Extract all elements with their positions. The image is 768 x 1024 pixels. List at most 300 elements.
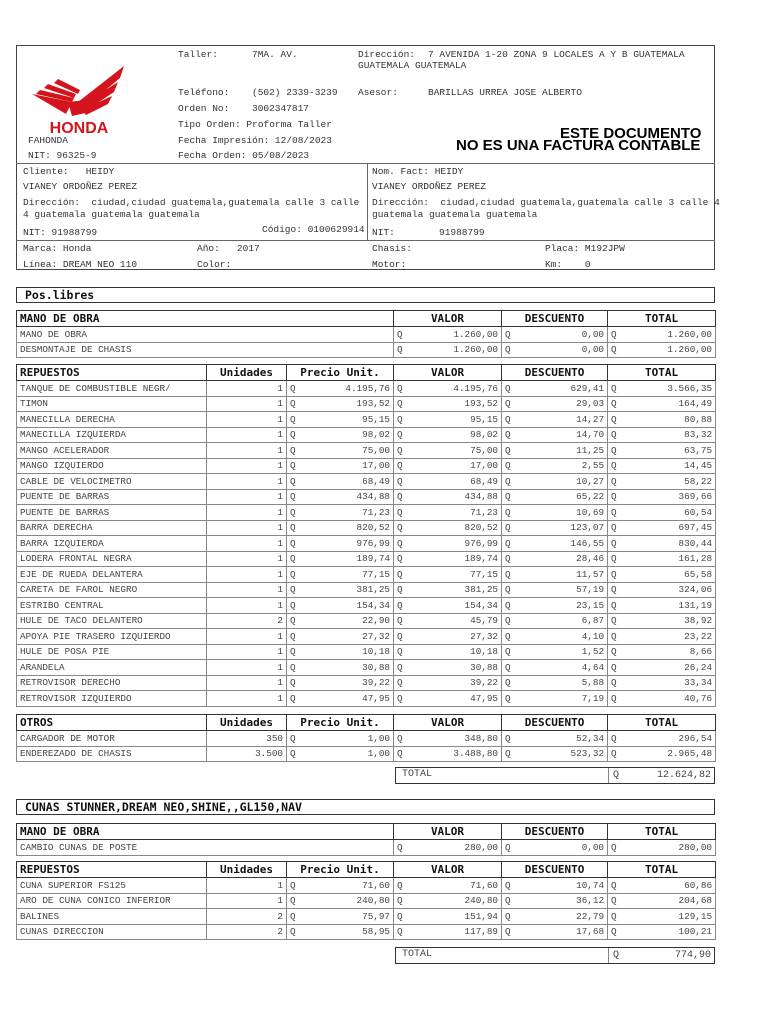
table-row [17, 644, 716, 660]
currency-symbol: Q [394, 520, 406, 536]
item-discount: 146,55 [514, 536, 608, 552]
item-value: 98,02 [406, 427, 502, 443]
currency-symbol: Q [394, 691, 406, 707]
currency-symbol: Q [608, 458, 620, 474]
item-value: 381,25 [406, 582, 502, 598]
item-description: MANECILLA IZQUIERDA [17, 427, 207, 443]
item-description: BARRA IZQUIERDA [17, 536, 207, 552]
currency-symbol: Q [287, 660, 299, 676]
item-unit-price: 71,60 [299, 878, 394, 894]
item-discount: 5,88 [514, 675, 608, 691]
item-units: 1 [207, 443, 287, 459]
workshop-value: 7MA. AV. [252, 49, 298, 60]
table-header-row [17, 862, 716, 878]
advisor-label: Asesor: [358, 87, 398, 98]
currency-symbol: Q [608, 598, 620, 614]
item-description: PUENTE DE BARRAS [17, 489, 207, 505]
item-discount: 65,22 [514, 489, 608, 505]
item-unit-price: 434,88 [299, 489, 394, 505]
currency-symbol: Q [502, 582, 514, 598]
item-units: 1 [207, 505, 287, 521]
column-header-description: REPUESTOS [17, 365, 207, 381]
item-units: 1 [207, 381, 287, 397]
item-unit-price: 58,95 [299, 924, 394, 940]
vehicle-brand: Marca: Honda [23, 243, 92, 254]
currency-symbol: Q [502, 840, 514, 856]
vehicle-plate: Placa: M192JPW [545, 243, 625, 254]
item-discount: 36,12 [514, 893, 608, 909]
item-value: 434,88 [406, 489, 502, 505]
currency-symbol: Q [608, 520, 620, 536]
order-type: Tipo Orden: Proforma Taller [178, 119, 332, 130]
item-unit-price: 77,15 [299, 567, 394, 583]
currency-symbol: Q [502, 644, 514, 660]
item-discount: 7,19 [514, 691, 608, 707]
item-unit-price: 4.195,76 [299, 381, 394, 397]
workshop-label: Taller: [178, 49, 218, 60]
item-discount: 0,00 [514, 342, 608, 358]
item-unit-price: 95,15 [299, 412, 394, 428]
vehicle-line: Línea: DREAM NEO 110 [23, 259, 138, 270]
item-units: 1 [207, 474, 287, 490]
currency-symbol: Q [502, 598, 514, 614]
table-row [17, 893, 716, 909]
item-units: 1 [207, 412, 287, 428]
currency-symbol: Q [502, 520, 514, 536]
item-value: 3.488,80 [406, 746, 502, 762]
item-total: 83,32 [620, 427, 716, 443]
item-unit-price: 193,52 [299, 396, 394, 412]
item-total: 80,88 [620, 412, 716, 428]
currency-symbol: Q [608, 489, 620, 505]
item-unit-price: 27,32 [299, 629, 394, 645]
table-header-row [17, 715, 716, 731]
currency-symbol: Q [608, 443, 620, 459]
item-total: 131,19 [620, 598, 716, 614]
column-header-units: Unidades [207, 862, 287, 878]
phone-value: (502) 2339-3239 [252, 87, 338, 98]
currency-symbol: Q [608, 396, 620, 412]
currency-symbol: Q [608, 909, 620, 925]
currency-symbol: Q [394, 381, 406, 397]
item-unit-price: 10,18 [299, 644, 394, 660]
divider [16, 240, 715, 241]
item-total: 129,15 [620, 909, 716, 925]
item-discount: 52,34 [514, 731, 608, 747]
client-nit: NIT: 91988799 [23, 227, 98, 238]
item-value: 154,34 [406, 598, 502, 614]
item-description: ARO DE CUNA CONICO INFERIOR [17, 893, 207, 909]
column-header-value: VALOR [394, 715, 502, 731]
advisor-value: BARILLAS URREA JOSE ALBERTO [428, 87, 582, 98]
currency-symbol: Q [287, 474, 299, 490]
item-discount: 10,74 [514, 878, 608, 894]
vehicle-year: Año: 2017 [197, 243, 260, 254]
item-discount: 14,70 [514, 427, 608, 443]
currency-symbol: Q [394, 909, 406, 925]
column-header-description: MANO DE OBRA [17, 311, 394, 327]
item-total: 2.965,48 [620, 746, 716, 762]
item-discount: 523,32 [514, 746, 608, 762]
order-label: Orden No: [178, 103, 230, 114]
item-value: 348,80 [406, 731, 502, 747]
currency-symbol: Q [502, 536, 514, 552]
item-total: 1.260,00 [620, 327, 716, 343]
currency-symbol: Q [394, 644, 406, 660]
currency-symbol: Q [502, 613, 514, 629]
item-units: 1 [207, 660, 287, 676]
item-value: 68,49 [406, 474, 502, 490]
table-header-row [17, 365, 716, 381]
item-discount: 17,68 [514, 924, 608, 940]
item-units: 1 [207, 629, 287, 645]
item-units: 1 [207, 427, 287, 443]
column-header-total: TOTAL [608, 715, 716, 731]
currency-symbol: Q [502, 327, 514, 343]
item-value: 240,80 [406, 893, 502, 909]
item-value: 75,00 [406, 443, 502, 459]
currency-symbol: Q [287, 598, 299, 614]
currency-symbol: Q [608, 551, 620, 567]
currency-symbol: Q [287, 489, 299, 505]
column-header-discount: DESCUENTO [502, 715, 608, 731]
column-header-units: Unidades [207, 365, 287, 381]
phone-label: Teléfono: [178, 87, 230, 98]
item-discount: 10,69 [514, 505, 608, 521]
item-discount: 10,27 [514, 474, 608, 490]
currency-symbol: Q [502, 878, 514, 894]
currency-symbol: Q [608, 412, 620, 428]
vehicle-motor: Motor: [372, 259, 407, 270]
item-total: 161,28 [620, 551, 716, 567]
table-header-row [17, 311, 716, 327]
item-units: 350 [207, 731, 287, 747]
item-value: 1.260,00 [406, 327, 502, 343]
item-unit-price: 22,90 [299, 613, 394, 629]
currency-symbol: Q [502, 691, 514, 707]
currency-symbol: Q [394, 731, 406, 747]
divider [367, 163, 368, 240]
divider [16, 163, 715, 164]
item-units: 1 [207, 893, 287, 909]
currency-symbol: Q [608, 644, 620, 660]
currency-symbol: Q [287, 582, 299, 598]
item-unit-price: 98,02 [299, 427, 394, 443]
item-discount: 4,64 [514, 660, 608, 676]
column-header-total: TOTAL [608, 862, 716, 878]
currency-symbol: Q [608, 660, 620, 676]
table-row [17, 427, 716, 443]
currency-symbol: Q [287, 746, 299, 762]
item-value: 10,18 [406, 644, 502, 660]
section-title: Pos.libres [25, 288, 95, 302]
item-description: ARANDELA [17, 660, 207, 676]
item-total: 23,22 [620, 629, 716, 645]
item-unit-price: 1,00 [299, 746, 394, 762]
item-value: 4.195,76 [406, 381, 502, 397]
item-discount: 6,87 [514, 613, 608, 629]
currency-symbol: Q [287, 505, 299, 521]
item-description: RETROVISOR IZQUIERDO [17, 691, 207, 707]
item-units: 1 [207, 520, 287, 536]
item-description: MANECILLA DERECHA [17, 412, 207, 428]
item-description: CAMBIO CUNAS DE POSTE [17, 840, 394, 856]
column-header-total: TOTAL [608, 311, 716, 327]
table-row [17, 731, 716, 747]
currency-symbol: Q [608, 381, 620, 397]
item-total: 204,68 [620, 893, 716, 909]
currency-symbol: Q [287, 567, 299, 583]
currency-symbol: Q [608, 474, 620, 490]
currency-symbol: Q [502, 675, 514, 691]
table-row [17, 458, 716, 474]
column-header-units: Unidades [207, 715, 287, 731]
currency-symbol: Q [287, 551, 299, 567]
currency-symbol: Q [608, 840, 620, 856]
currency-symbol: Q [287, 924, 299, 940]
item-units: 1 [207, 489, 287, 505]
item-description: APOYA PIE TRASERO IZQUIERDO [17, 629, 207, 645]
item-value: 30,88 [406, 660, 502, 676]
currency-symbol: Q [502, 660, 514, 676]
item-total: 65,58 [620, 567, 716, 583]
item-description: MANGO IZQUIERDO [17, 458, 207, 474]
notice-line-1: ESTE DOCUMENTO [560, 125, 702, 142]
currency-symbol: Q [608, 629, 620, 645]
item-description: RETROVISOR DERECHO [17, 675, 207, 691]
column-header-discount: DESCUENTO [502, 862, 608, 878]
client-address: Dirección: ciudad,ciudad guatemala,guatemala calle 3 calle [23, 197, 360, 208]
invoice-nit-label: NIT: [372, 227, 395, 238]
address-value-2: GUATEMALA GUATEMALA [358, 60, 467, 71]
item-total: 63,75 [620, 443, 716, 459]
item-description: BALINES [17, 909, 207, 925]
currency-symbol: Q [502, 412, 514, 428]
item-description: CARGADOR DE MOTOR [17, 731, 207, 747]
section-title-box [16, 799, 715, 815]
section-total [395, 767, 715, 784]
currency-symbol: Q [287, 381, 299, 397]
table-row [17, 567, 716, 583]
item-description: LODERA FRONTAL NEGRA [17, 551, 207, 567]
client-name-last: VIANEY ORDOÑEZ PEREZ [23, 181, 138, 192]
currency: Q [613, 950, 620, 961]
item-unit-price: 39,22 [299, 675, 394, 691]
item-units: 1 [207, 691, 287, 707]
currency-symbol: Q [287, 731, 299, 747]
item-discount: 4,10 [514, 629, 608, 645]
currency-symbol: Q [608, 893, 620, 909]
item-description: CUNA SUPERIOR FS125 [17, 878, 207, 894]
item-discount: 28,46 [514, 551, 608, 567]
item-description: CUNAS DIRECCION [17, 924, 207, 940]
item-total: 60,54 [620, 505, 716, 521]
section-total [395, 947, 715, 964]
invoice-name-last: VIANEY ORDOÑEZ PEREZ [372, 181, 487, 192]
currency-symbol: Q [502, 396, 514, 412]
item-description: HULE DE TACO DELANTERO [17, 613, 207, 629]
currency-symbol: Q [502, 746, 514, 762]
currency-symbol: Q [502, 893, 514, 909]
currency: Q [613, 770, 620, 781]
table-row [17, 691, 716, 707]
item-discount: 23,15 [514, 598, 608, 614]
currency-symbol: Q [608, 691, 620, 707]
table-row [17, 598, 716, 614]
vehicle-km: Km: 0 [545, 259, 591, 270]
currency-symbol: Q [502, 567, 514, 583]
currency-symbol: Q [394, 878, 406, 894]
currency-symbol: Q [608, 536, 620, 552]
table-row [17, 878, 716, 894]
order-value: 3002347817 [252, 103, 310, 114]
item-value: 820,52 [406, 520, 502, 536]
item-description: ENDEREZADO DE CHASIS [17, 746, 207, 762]
currency-symbol: Q [608, 427, 620, 443]
currency-symbol: Q [502, 427, 514, 443]
table-row [17, 551, 716, 567]
item-value: 151,94 [406, 909, 502, 925]
table-row [17, 629, 716, 645]
currency-symbol: Q [502, 909, 514, 925]
item-total: 33,34 [620, 675, 716, 691]
item-value: 189,74 [406, 551, 502, 567]
invoice-name: Nom. Fact: HEIDY [372, 166, 464, 177]
currency-symbol: Q [394, 327, 406, 343]
section-title-box [16, 287, 715, 303]
currency-symbol: Q [287, 520, 299, 536]
currency-symbol: Q [608, 505, 620, 521]
item-discount: 22,79 [514, 909, 608, 925]
column-header-description: REPUESTOS [17, 862, 207, 878]
currency-symbol: Q [287, 675, 299, 691]
item-unit-price: 381,25 [299, 582, 394, 598]
item-unit-price: 820,52 [299, 520, 394, 536]
currency-symbol: Q [394, 474, 406, 490]
table-row [17, 924, 716, 940]
currency-symbol: Q [394, 396, 406, 412]
item-unit-price: 154,34 [299, 598, 394, 614]
item-total: 38,92 [620, 613, 716, 629]
item-discount: 57,19 [514, 582, 608, 598]
item-discount: 1,52 [514, 644, 608, 660]
currency-symbol: Q [394, 427, 406, 443]
item-discount: 0,00 [514, 840, 608, 856]
item-total: 1.260,00 [620, 342, 716, 358]
table-row [17, 613, 716, 629]
item-total: 100,21 [620, 924, 716, 940]
table-row [17, 746, 716, 762]
currency-symbol: Q [394, 613, 406, 629]
item-description: ESTRIBO CENTRAL [17, 598, 207, 614]
currency-symbol: Q [394, 505, 406, 521]
currency-symbol: Q [502, 443, 514, 459]
table-header-row [17, 824, 716, 840]
currency-symbol: Q [394, 924, 406, 940]
currency-symbol: Q [608, 878, 620, 894]
item-units: 1 [207, 536, 287, 552]
currency-symbol: Q [287, 878, 299, 894]
item-value: 27,32 [406, 629, 502, 645]
item-description: MANO DE OBRA [17, 327, 394, 343]
currency-symbol: Q [502, 924, 514, 940]
currency-symbol: Q [394, 412, 406, 428]
honda-logo [28, 62, 130, 136]
currency-symbol: Q [394, 582, 406, 598]
invoice-address-2: guatemala guatemala guatemala [372, 209, 538, 220]
total-label: TOTAL [402, 769, 433, 780]
company-nit: NIT: 96325-9 [28, 150, 97, 161]
item-units: 1 [207, 675, 287, 691]
currency-symbol: Q [394, 675, 406, 691]
table-row [17, 342, 716, 358]
currency-symbol: Q [394, 342, 406, 358]
item-description: BARRA DERECHA [17, 520, 207, 536]
client-address-2: 4 guatemala guatemala guatemala [23, 209, 200, 220]
currency-symbol: Q [287, 396, 299, 412]
table-row [17, 582, 716, 598]
item-unit-price: 71,23 [299, 505, 394, 521]
currency-symbol: Q [394, 567, 406, 583]
item-total: 14,45 [620, 458, 716, 474]
currency-symbol: Q [502, 489, 514, 505]
table-row [17, 489, 716, 505]
item-unit-price: 30,88 [299, 660, 394, 676]
column-header-value: VALOR [394, 311, 502, 327]
currency-symbol: Q [608, 327, 620, 343]
print-date: Fecha Impresión: 12/08/2023 [178, 135, 332, 146]
currency-symbol: Q [394, 536, 406, 552]
currency-symbol: Q [394, 893, 406, 909]
currency-symbol: Q [287, 427, 299, 443]
item-discount: 29,03 [514, 396, 608, 412]
table-row [17, 660, 716, 676]
currency-symbol: Q [502, 474, 514, 490]
item-discount: 0,00 [514, 327, 608, 343]
item-description: DESMONTAJE DE CHASIS [17, 342, 394, 358]
item-discount: 629,41 [514, 381, 608, 397]
item-discount: 11,57 [514, 567, 608, 583]
item-total: 369,66 [620, 489, 716, 505]
item-total: 697,45 [620, 520, 716, 536]
currency-symbol: Q [502, 551, 514, 567]
item-unit-price: 68,49 [299, 474, 394, 490]
currency-symbol: Q [502, 505, 514, 521]
currency-symbol: Q [608, 924, 620, 940]
item-units: 2 [207, 613, 287, 629]
column-header-unit-price: Precio Unit. [287, 715, 394, 731]
column-header-value: VALOR [394, 862, 502, 878]
invoice-nit: 91988799 [439, 227, 485, 238]
currency-symbol: Q [287, 613, 299, 629]
item-description: CABLE DE VELOCIMETRO [17, 474, 207, 490]
item-units: 1 [207, 582, 287, 598]
notice-line-2: NO ES UNA FACTURA CONTABLE [456, 137, 701, 154]
item-value: 71,60 [406, 878, 502, 894]
table-row [17, 412, 716, 428]
item-unit-price: 976,99 [299, 536, 394, 552]
item-discount: 2,55 [514, 458, 608, 474]
table-row [17, 474, 716, 490]
column-header-value: VALOR [394, 365, 502, 381]
divider [608, 948, 609, 963]
currency-symbol: Q [394, 489, 406, 505]
currency-symbol: Q [608, 342, 620, 358]
item-value: 39,22 [406, 675, 502, 691]
item-discount: 14,27 [514, 412, 608, 428]
table-row [17, 536, 716, 552]
item-total: 324,06 [620, 582, 716, 598]
